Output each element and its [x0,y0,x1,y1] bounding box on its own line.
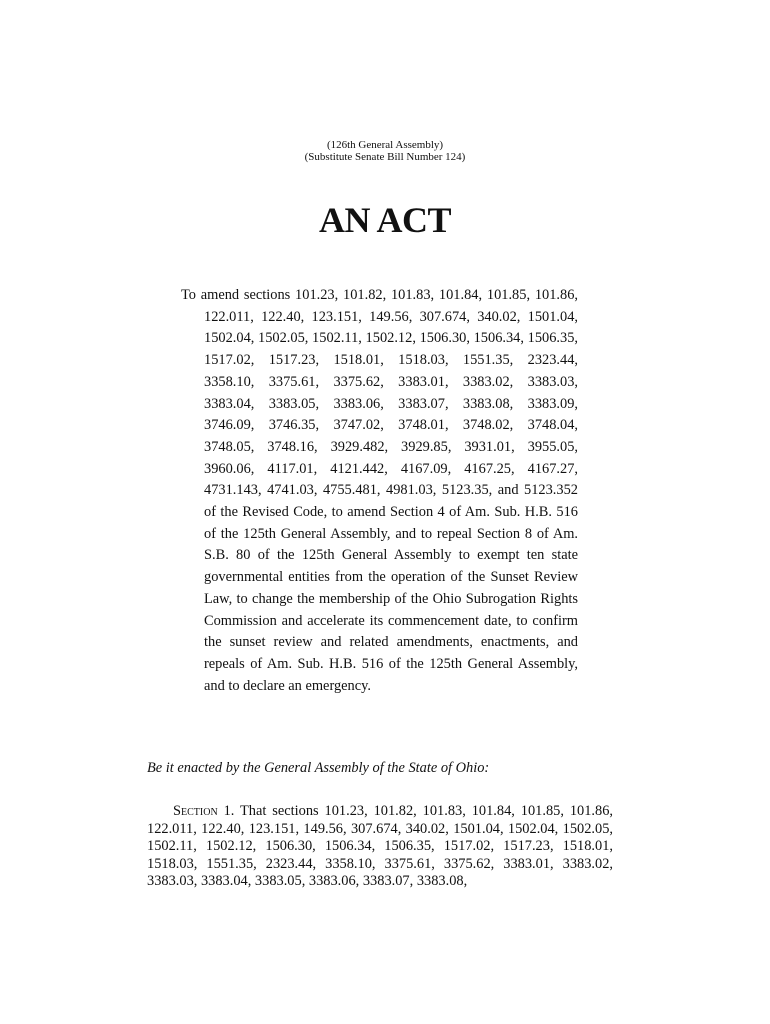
section-label: Section [173,803,218,819]
bill-header [0,139,770,163]
section-text: That sections 101.23, 101.82, 101.83, 101.84, 101.85, 101.86, 122.011, 122.40, 123.151, 149.56, 307.674, 340.02, 1501.04, 1502.04, 1502.05, 1502.11, 1502.12, 1506.30, 1506.34, 1506.35, 1517.02, 1517.23, 1518.01, 1518.03, 1551.35, 2323.44, 3358.10, 3375.61, 3375.62, 3383.01, 3383.02, 3383.03, 3383.04, 3383.05, 3383.06, 3383.07, 3383.08, [147,803,613,890]
section-1 [147,803,613,891]
assembly-line: (126th General Assembly) [326,139,444,151]
enacting-clause: Be it enacted by the General Assembly of the State of Ohio: [147,760,490,776]
act-title: AN ACT [318,200,452,240]
section-number: 1. [223,803,235,819]
bill-number-line: (Substitute Senate Bill Number 124) [304,151,466,163]
act-preamble: To amend sections 101.23, 101.82, 101.83, 101.84, 101.85, 101.86, 122.011, 122.40, 123.151, 149.56, 307.674, 340.02, 1501.04, 1502.04, 1502.05, 1502.11, 1502.12, 1506.30, 1506.34, 1506.35, 1517.02, 1517.23, 1518.01, 1518.03, 1551.35, 2323.44, 3358.10, 3375.61, 3375.62, 3383.01, 3383.02, 3383.03, 3383.04, 3383.05, 3383.06, 3383.07, 3383.08, 3383.09, 3746.09, 3746.35, 3747.02, 3748.01, 3748.02, 3748.04, 3748.05, 3748.16, 3929.482, 3929.85, 3931.01, 3955.05, 3960.06, 4117.01, 4121.442, 4167.09, 4167.25, 4167.27, 4731.143, 4741.03, 4755.481, 4981.03, 5123.35, and 5123.352 of the Revised Code, to amend Section 4 of Am. Sub. H.B. 516 of the 125th General Assembly, and to repeal Section 8 of Am. S.B. 80 of the 125th General Assembly to exempt ten state governmental entities from the operation of the Sunset Review Law, to change the membership of the Ohio Subrogation Rights Commission and accelerate its commencement date, to confirm the sunset review and related amendments, enactments, and repeals of Am. Sub. H.B. 516 of the 125th General Assembly, and to declare an emergency. [181,287,578,694]
